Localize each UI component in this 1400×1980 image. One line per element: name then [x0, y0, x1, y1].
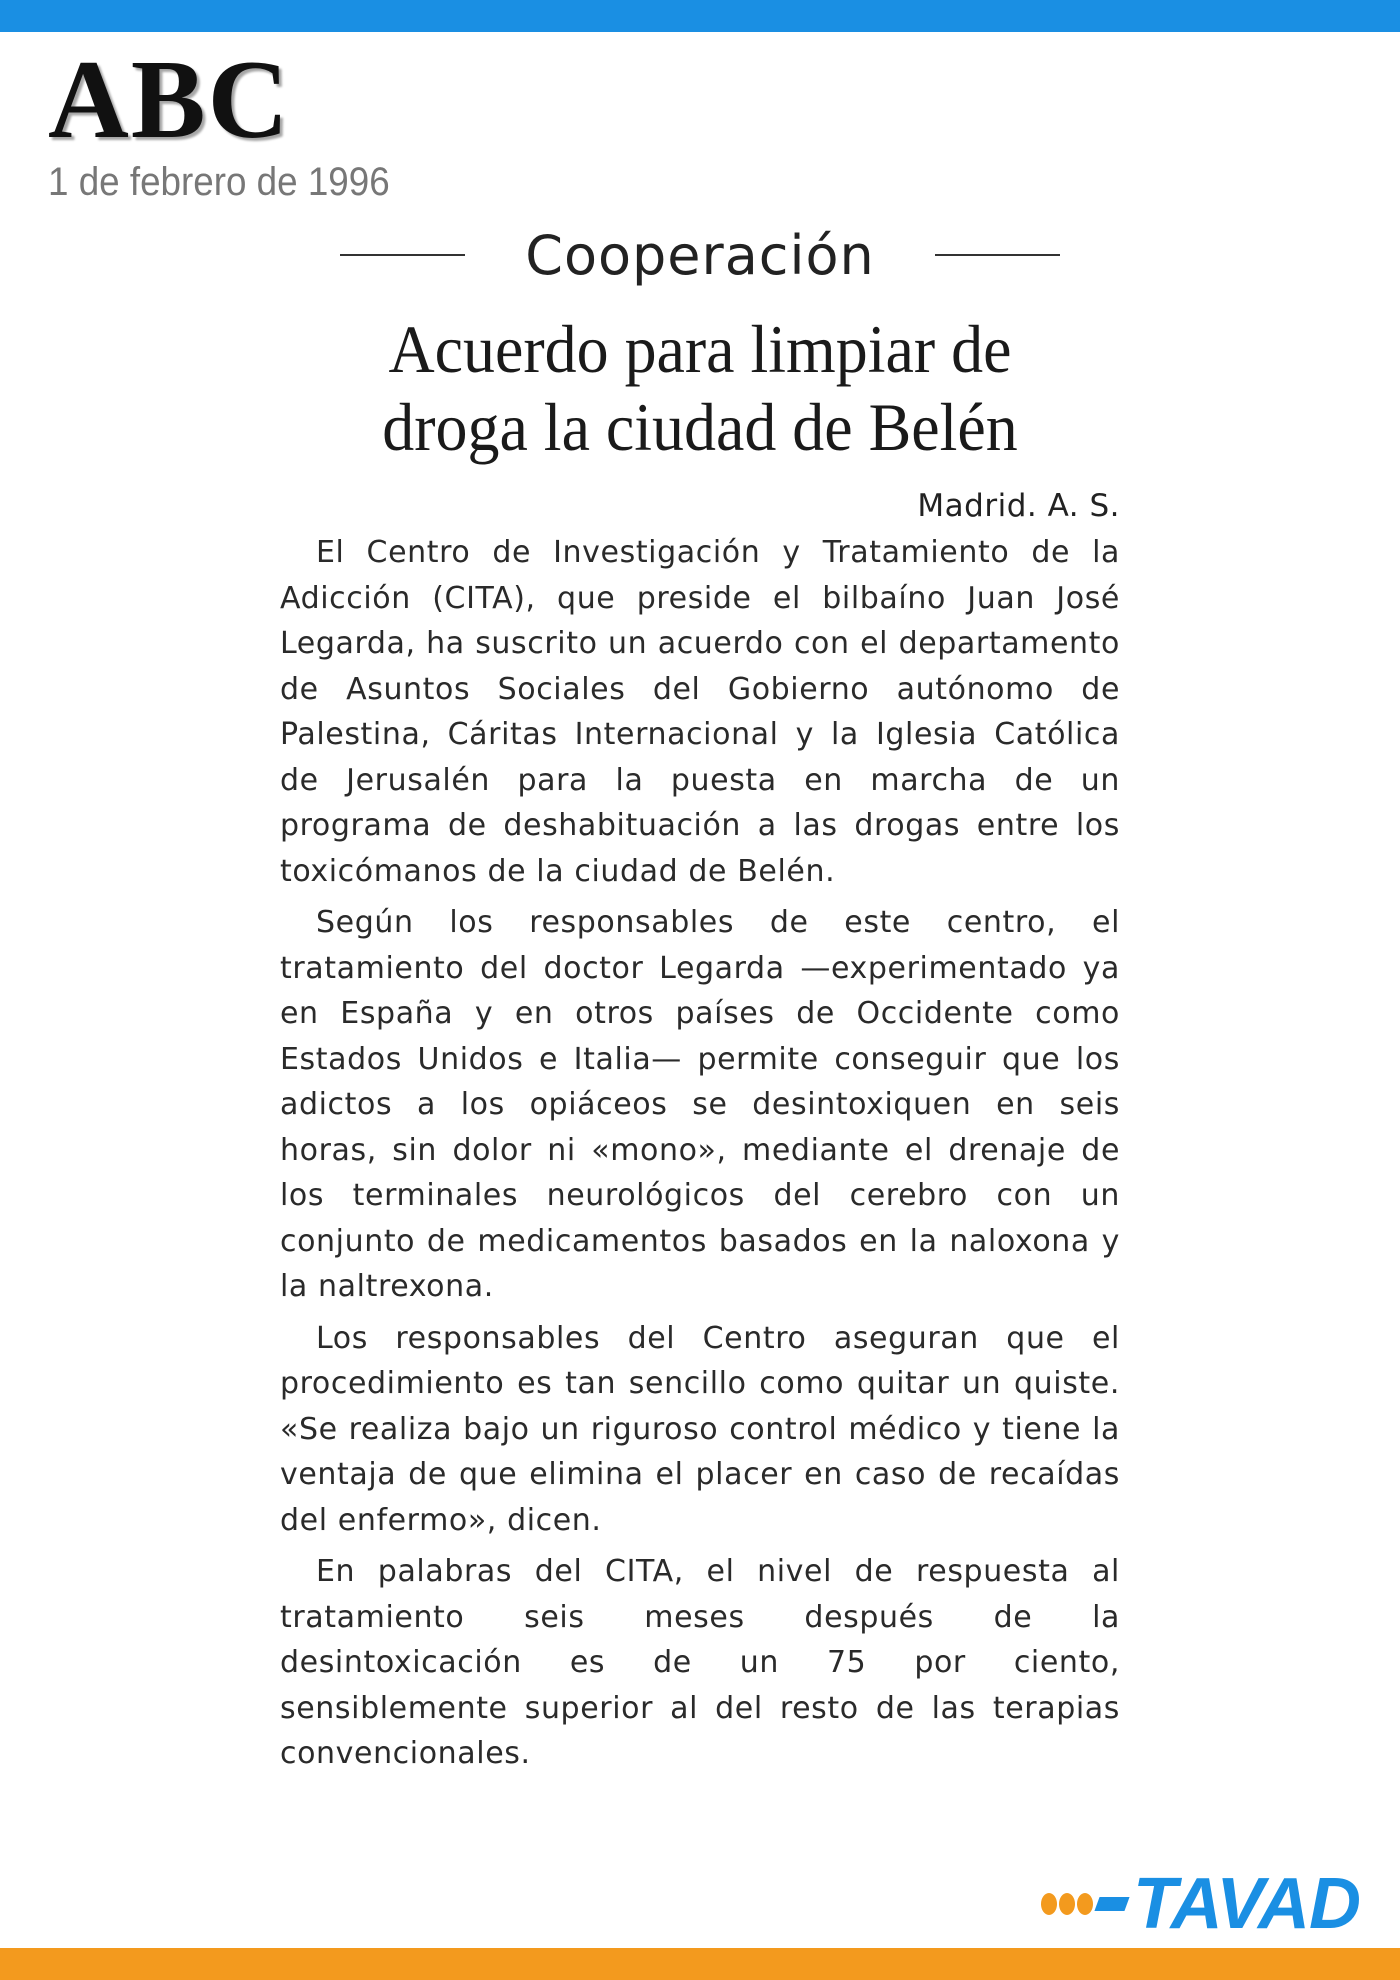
paragraph: En palabras del CITA, el nivel de respuesta al tratamiento seis meses después de la desintoxicación es de un 75 por ciento, sensiblemente superior al del resto de las terapias convencionales. [280, 1554, 1120, 1771]
section-header [280, 220, 1120, 290]
newspaper-logo: ABC [48, 38, 291, 162]
article-headline [305, 310, 1095, 466]
article [280, 220, 1120, 1783]
brand-name: TAVAD [1133, 1864, 1360, 1944]
article-body [280, 530, 1120, 1777]
paragraph: El Centro de Investigación y Tratamiento de la Adicción (CITA), que preside el bilbaíno Juan José Legarda, ha suscrito un acuerdo con el departamento de Asuntos Sociales del Gobierno autónomo de Palestina, Cáritas Internacional y la Iglesia Católica de Jerusalén para la puesta en marcha de un programa de deshabituación a las drogas entre los toxicómanos de la ciudad de Belén. [280, 535, 1120, 889]
section-rule-right [935, 254, 1060, 256]
paragraph: Los responsables del Centro aseguran que el procedimiento es tan sencillo como quitar un quiste. «Se realiza bajo un riguroso control médico y tiene la ventaja de que elimina el placer en caso de recaídas del enfermo», dicen. [280, 1320, 1120, 1538]
paragraph: Según los responsables de este centro, el tratamiento del doctor Legarda —experimentado ya en España y en otros países de Occidente como Estados Unidos e Italia— permite conseguir que los adictos a los opiáceos se desintoxiquen en seis horas, sin dolor ni «mono», mediante el drenaje de los terminales neurológicos del cerebro con un conjunto de medicamentos basados en la naloxona y la naltrexona. [280, 905, 1120, 1304]
section-title: Cooperación [525, 223, 875, 287]
headline-line-2: droga la ciudad de Belén [382, 389, 1018, 465]
byline: Madrid. A. S. [917, 488, 1120, 524]
section-rule-left [340, 254, 465, 256]
bottom-color-bar [0, 1948, 1400, 1980]
masthead [48, 38, 419, 205]
top-color-bar [0, 0, 1400, 32]
brand-dots-icon [1041, 1893, 1127, 1915]
publication-date: 1 de febrero de 1996 [48, 160, 390, 204]
brand-logo [1041, 1864, 1360, 1944]
headline-line-1: Acuerdo para limpiar de [388, 311, 1012, 387]
